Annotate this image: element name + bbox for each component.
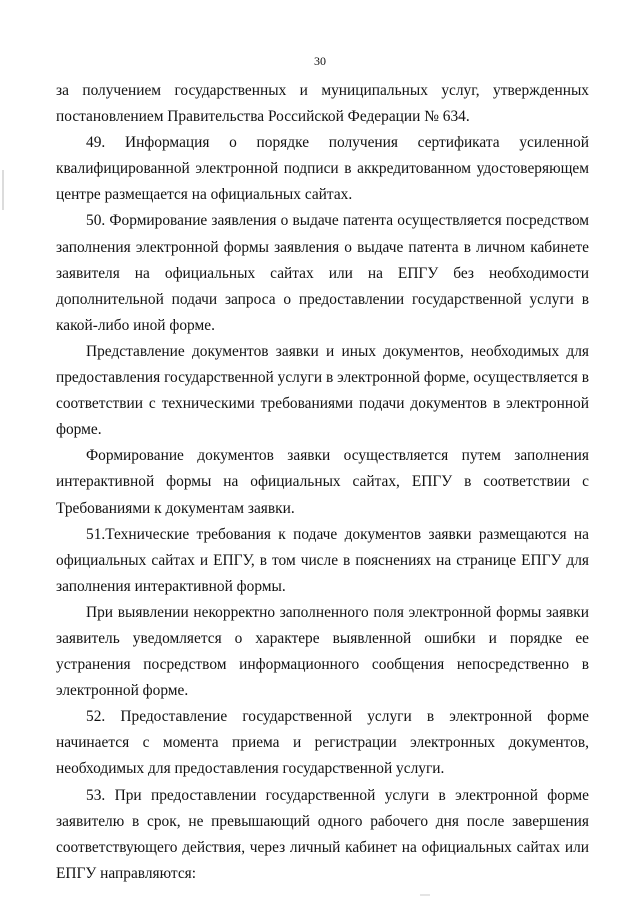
paragraph-49: 49. Информация о порядке получения сертификата усиленной квалифицированной электронной подписи в аккредитованном удостоверяющем центре размещается на официальных сайтах. — [56, 134, 589, 204]
paragraph-53: 53. При предоставлении государственной услуги в электронной форме заявителю в срок, не превышающий одного рабочего дня после завершения соответствующего действия, через личный кабинет на официальных сайтах или ЕПГУ направляются: — [56, 786, 589, 882]
paragraph-52: 52. Предоставление государственной услуги в электронной форме начинается с момента приема и регистрации электронных документов, необходимых для предоставления государственной услуги. — [56, 708, 589, 778]
paragraph-continuation: за получением государственных и муниципальных услуг, утвержденных постановлением Правительства Российской Федерации № 634. — [56, 82, 589, 126]
paragraph-50: 50. Формирование заявления о выдаче патента осуществляется посредством заполнения электронной формы заявления о выдаче патента в личном кабинете заявителя на официальных сайтах или на ЕПГУ без необходимости дополнительной подачи запроса о предоставлении государственной услуги в какой-либо иной форме. — [56, 212, 589, 334]
document-body — [56, 78, 589, 887]
paragraph-50-forming: Формирование документов заявки осуществляется путем заполнения интерактивной формы на официальных сайтах, ЕПГУ в соответствии с Требованиями к документам заявки. — [56, 447, 589, 517]
paragraph-51: 51.Технические требования к подаче документов заявки размещаются на официальных сайтах и ЕПГУ, в том числе в пояснениях на странице ЕПГУ для заполнения интерактивной формы. — [56, 525, 589, 595]
paragraph-50-documents: Представление документов заявки и иных документов, необходимых для предоставления государственной услуги в электронной форме, осуществляется в соответствии с техническими требованиями подачи документов в электронной форме. — [56, 342, 589, 439]
scan-speck — [420, 894, 430, 896]
scan-edge-mark — [2, 170, 4, 210]
paragraph-51-errors: При выявлении некорректно заполненного поля электронной формы заявки заявитель уведомляется о характере выявленной ошибки и порядке ее устранения посредством информационного сообщения непосредственно в электронной форме. — [56, 603, 589, 700]
page-number: 30 — [314, 54, 326, 68]
